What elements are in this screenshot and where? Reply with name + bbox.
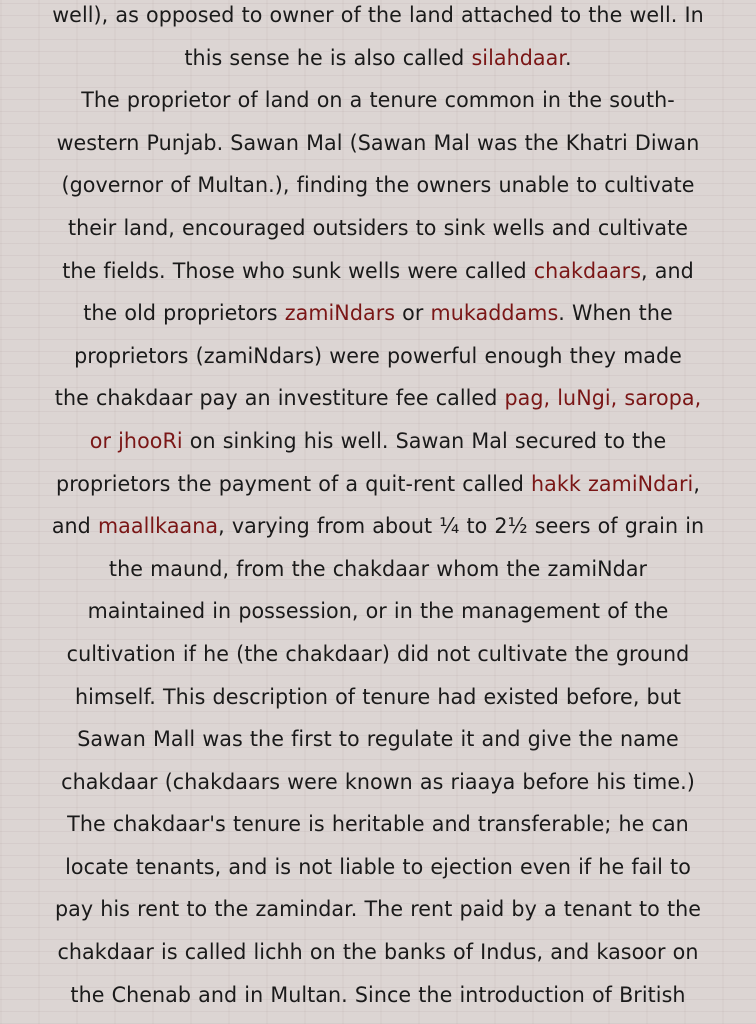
body-text: . bbox=[564, 45, 572, 70]
text-line bbox=[6, 292, 750, 335]
body-text: the chakdaar pay an investiture fee called bbox=[54, 386, 505, 411]
body-text: on sinking his well. Sawan Mal secured to the bbox=[182, 428, 667, 453]
body-text: locate tenants, and is not liable to ejection even if he fail to bbox=[65, 854, 691, 879]
text-line bbox=[6, 505, 750, 548]
glossary-term: hakk zamiNdari bbox=[531, 471, 694, 496]
body-text: Sawan Mall was the first to regulate it and give the name bbox=[77, 727, 679, 752]
glossary-term: chakdaars bbox=[533, 258, 642, 283]
text-line bbox=[6, 250, 750, 293]
body-text: , bbox=[693, 471, 700, 496]
body-text: the Chenab and in Multan. Since the introduction of British bbox=[70, 982, 686, 1007]
body-text: well), as opposed to owner of the land attached to the well. In bbox=[52, 3, 704, 27]
body-text: the maund, from the chakdaar whom the zamiNdar bbox=[108, 556, 648, 581]
text-line bbox=[6, 207, 750, 250]
text-line bbox=[6, 463, 750, 506]
text-line bbox=[6, 931, 750, 974]
text-line bbox=[6, 974, 750, 1017]
body-text: western Punjab. Sawan Mal (Sawan Mal was the Khatri Diwan bbox=[56, 130, 700, 155]
text-line bbox=[6, 377, 750, 420]
text-line bbox=[6, 846, 750, 889]
text-line bbox=[6, 0, 750, 37]
body-text: cultivation if he (the chakdaar) did not cultivate the ground bbox=[66, 641, 690, 666]
text-line bbox=[6, 164, 750, 207]
body-text: the fields. Those who sunk wells were called bbox=[62, 258, 534, 283]
body-text: the old proprietors bbox=[83, 301, 285, 326]
text-line bbox=[6, 676, 750, 719]
body-text: chakdaar (chakdaars were known as riaaya before his time.) bbox=[61, 769, 695, 794]
text-line bbox=[6, 761, 750, 804]
text-line bbox=[6, 590, 750, 633]
body-text: . When the bbox=[558, 301, 673, 326]
body-text: or bbox=[395, 301, 431, 326]
text-line bbox=[6, 718, 750, 761]
glossary-term: silahdaar bbox=[471, 45, 565, 70]
glossary-term: pag, luNgi, saropa, bbox=[504, 386, 702, 411]
body-text: chakdaar is called lichh on the banks of Indus, and kasoor on bbox=[57, 940, 699, 965]
glossary-term: zamiNdars bbox=[284, 301, 396, 326]
body-text: and bbox=[51, 514, 98, 539]
glossary-term: mukaddams bbox=[430, 301, 559, 326]
glossary-term: maallkaana bbox=[97, 514, 219, 539]
body-text: this sense he is also called bbox=[184, 45, 472, 70]
text-line bbox=[6, 122, 750, 165]
text-line bbox=[6, 888, 750, 931]
text-line bbox=[6, 335, 750, 378]
body-text: The chakdaar's tenure is heritable and transferable; he can bbox=[67, 812, 689, 837]
body-text: maintained in possession, or in the management of the bbox=[87, 599, 669, 624]
body-text: , and bbox=[641, 258, 694, 283]
body-text: himself. This description of tenure had existed before, but bbox=[74, 684, 682, 709]
body-text: proprietors the payment of a quit-rent called bbox=[56, 471, 532, 496]
body-text: pay his rent to the zamindar. The rent paid by a tenant to the bbox=[54, 897, 702, 922]
text-line bbox=[6, 420, 750, 463]
body-text: their land, encouraged outsiders to sink wells and cultivate bbox=[67, 215, 689, 240]
body-text: , varying from about ¼ to 2½ seers of grain in bbox=[218, 514, 705, 539]
glossary-term: or jhooRi bbox=[89, 428, 183, 453]
text-line bbox=[6, 79, 750, 122]
text-line bbox=[6, 803, 750, 846]
body-text: (governor of Multan.), finding the owners unable to cultivate bbox=[61, 173, 695, 198]
text-line bbox=[6, 548, 750, 591]
text-line bbox=[6, 633, 750, 676]
body-text: The proprietor of land on a tenure common in the south- bbox=[81, 88, 675, 113]
text-line bbox=[6, 37, 750, 80]
body-text: proprietors (zamiNdars) were powerful enough they made bbox=[74, 343, 682, 368]
